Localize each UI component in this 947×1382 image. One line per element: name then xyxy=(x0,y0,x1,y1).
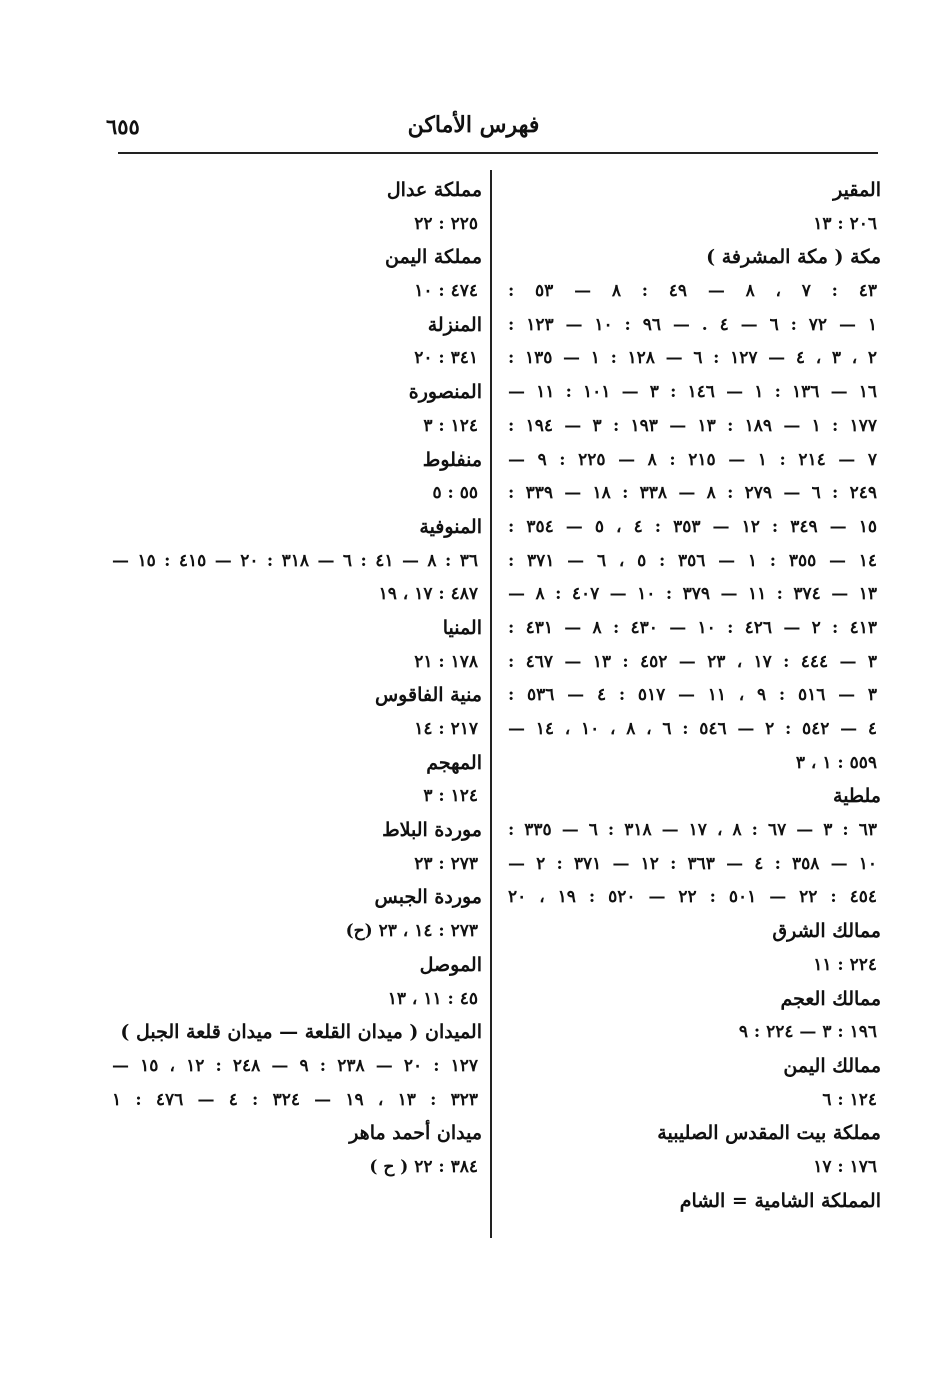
index-entry-references: ١ — ٧٢ : ٦ — ٤ . — ٩٦ : ١٠ — ١٢٣ : xyxy=(508,314,877,335)
index-entry-references: ٣٨٤ : ٢٢ ( ح ) xyxy=(369,1156,478,1177)
index-entry-name: المنصورة xyxy=(408,381,482,404)
index-entry-name: موردة الجبس xyxy=(374,886,482,909)
index-entry-references: ٢١٧ : ١٤ xyxy=(414,719,478,739)
index-entry-references: ٢٢٤ : ١١ xyxy=(813,954,877,975)
index-entry-name: مكة ( مكة المشرفة ) xyxy=(706,246,881,269)
index-entry-name: المنوفية xyxy=(419,515,482,538)
index-entry-references: ١٤ — ٣٥٥ : ١ — ٣٥٦ : ٥ ، ٦ — ٣٧١ : xyxy=(508,550,877,571)
index-entry-references: ٣٦ : ٨ — ٤١ : ٦ — ٣١٨ : ٢٠ — ٤١٥ : ١٥ — xyxy=(112,550,478,571)
index-entry-name: المنيا xyxy=(442,616,482,639)
index-entry-name: المنزلة xyxy=(427,313,482,336)
index-entry-references: ٢٧٣ : ٢٣ xyxy=(414,853,478,874)
index-entry-name: ممالك الشرق xyxy=(772,920,881,943)
index-entry-name: ممالك اليمن xyxy=(783,1054,881,1077)
index-entry-references: ٣٤١ : ٢٠ xyxy=(414,348,478,369)
index-column-right xyxy=(508,174,881,1218)
index-entry-name: منية الفاقوس xyxy=(374,684,482,707)
index-entry-references: ٢٢٥ : ٢٢ xyxy=(414,213,478,234)
index-entry-name: مملكة عدال xyxy=(386,179,482,201)
index-entry-references: ٦٣ : ٣ — ٦٧ : ٨ ، ١٧ — ٣١٨ : ٦ — ٣٣٥ : xyxy=(508,820,877,841)
index-entry-references: ٤٨٧ : ١٧ ، ١٩ xyxy=(378,584,478,605)
index-entry-references: ١٢٤ : ٣ xyxy=(423,786,478,807)
index-entry-references: ٤١٣ : ٢ — ٤٢٦ : ١٠ — ٤٣٠ : ٨ — ٤٣١ : xyxy=(508,617,877,638)
index-entry-references: ٢٧٣ : ١٤ ، ٢٣ (ح) xyxy=(345,921,478,942)
index-entry-name: مملكة بيت المقدس الصليبية xyxy=(657,1122,881,1145)
index-entry-references: ٧ — ٢١٤ : ١ — ٢١٥ : ٨ — ٢٢٥ : ٩ — xyxy=(508,449,877,470)
index-entry-references: ١٧٧ : ١ — ١٨٩ : ١٣ — ١٩٣ : ٣ — ١٩٤ : xyxy=(508,415,877,436)
index-entry-references: ١٦ — ١٣٦ : ١ — ١٤٦ : ٣ — ١٠١ : ١١ — xyxy=(508,382,878,403)
index-entry-references: ٢٤٩ : ٦ — ٢٧٩ : ٨ — ٣٣٨ : ١٨ — ٣٣٩ : xyxy=(508,483,877,504)
index-entry-references: ٣ — ٥١٦ : ٩ ، ١١ — ٥١٧ : ٤ — ٥٣٦ : xyxy=(508,685,877,706)
index-entry-references: ٣٢٣ : ١٣ ، ١٩ — ٣٢٤ : ٤ — ٤٧٦ : ١ xyxy=(112,1089,478,1110)
index-entry-references: ٤٣ : ٧ ، ٨ — ٤٩ : ٨ — ٥٣ : xyxy=(508,281,877,302)
index-entry-name: المهجم xyxy=(426,751,482,774)
index-entry-name: منفلوط xyxy=(422,448,482,471)
index-entry-references: ١٩٦ : ٣ — ٢٢٤ : ٩ xyxy=(738,1022,877,1043)
index-entry-references: ٤٧٤ : ١٠ xyxy=(414,281,478,302)
index-entry-name: المقير xyxy=(833,179,881,201)
index-entry-references: ٥٥٩ : ١ ، ٣ xyxy=(795,752,877,773)
header-rule xyxy=(118,152,878,154)
index-column-left xyxy=(112,174,482,1185)
index-entry-name: ملطية xyxy=(833,785,881,808)
page-number: ٦٥٥ xyxy=(106,114,140,139)
index-entry-name: موردة البلاط xyxy=(382,819,482,842)
index-entry-references: ١٧٨ : ٢١ xyxy=(414,651,478,672)
index-entry-name: الموصل xyxy=(419,953,482,976)
index-entry-references: ٤٥ : ١١ ، ١٣ xyxy=(387,988,478,1009)
index-entry-references: ١٢٤ : ٣ xyxy=(423,415,478,436)
index-entry-references: ٢ ، ٣ ، ٤ — ١٢٧ : ٦ — ١٢٨ : ١ — ١٣٥ : xyxy=(508,348,878,369)
index-entry-references: ١٠ — ٣٥٨ : ٤ — ٣٦٣ : ١٢ — ٣٧١ : ٢ — xyxy=(508,853,878,874)
index-entry-name: الميدان ( ميدان القلعة — ميدان قلعة الجبل ) xyxy=(120,1021,482,1044)
index-entry-references: ٤٥٤ : ٢٢ — ٥٠١ : ٢٢ — ٥٢٠ : ١٩ ، ٢٠ xyxy=(508,887,877,908)
index-entry-name: المملكة الشامية = الشام xyxy=(679,1189,881,1212)
index-entry-references: ٥٥ : ٥ xyxy=(432,483,478,504)
index-entry-name: مملكة اليمن xyxy=(385,246,482,269)
index-entry-name: ميدان أحمد ماهر xyxy=(349,1122,482,1145)
index-entry-references: ١٢٧ : ٢٠ — ٢٣٨ : ٩ — ٢٤٨ : ١٢ ، ١٥ — xyxy=(112,1055,479,1076)
index-entry-name: ممالك العجم xyxy=(780,987,881,1010)
index-entry-references: ١٣ — ٣٧٤ : ١١ — ٣٧٩ : ١٠ — ٤٠٧ : ٨ — xyxy=(508,584,877,605)
index-entry-references: ٤ — ٥٤٢ : ٢ — ٥٤٦ : ٦ ، ٨ ، ١٠ ، ١٤ — xyxy=(508,719,878,739)
index-entry-references: ٢٠٦ : ١٣ xyxy=(813,213,877,234)
index-entry-references: ١٧٦ : ١٧ xyxy=(813,1156,877,1177)
index-entry-references: ١٢٤ : ٦ xyxy=(822,1089,877,1110)
page-title: فهرس الأماكن xyxy=(407,112,540,138)
index-entry-references: ٣ — ٤٤٤ : ١٧ ، ٢٣ — ٤٥٢ : ١٣ — ٤٦٧ : xyxy=(508,651,878,672)
index-entry-references: ١٥ — ٣٤٩ : ١٢ — ٣٥٣ : ٤ ، ٥ — ٣٥٤ : xyxy=(508,516,877,537)
column-divider xyxy=(490,170,492,1238)
